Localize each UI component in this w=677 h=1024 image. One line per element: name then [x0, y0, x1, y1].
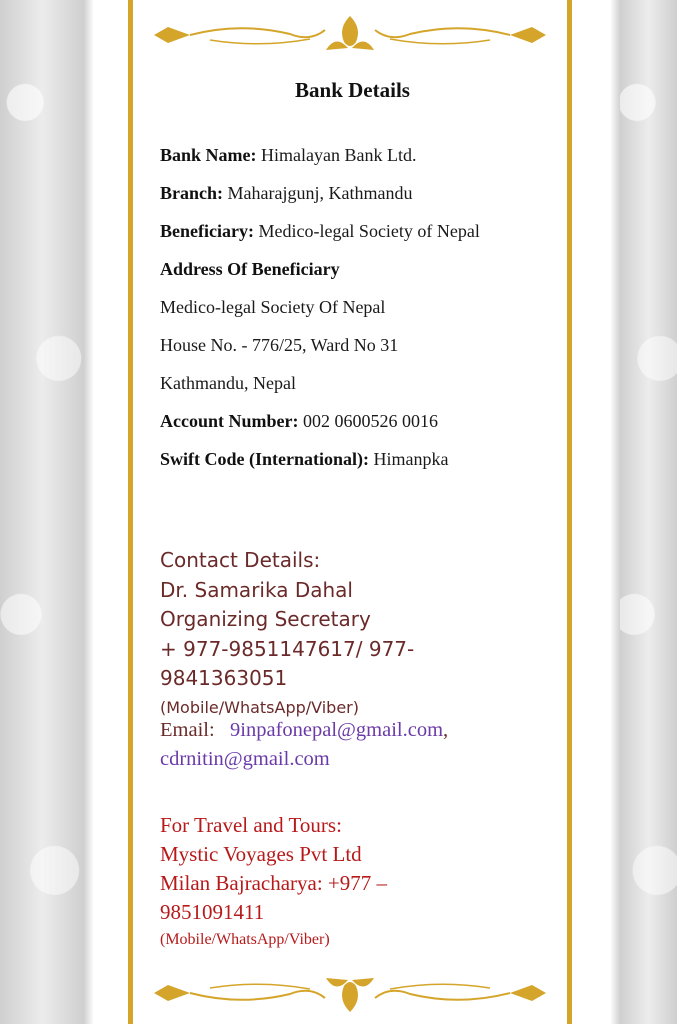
- contact-details-section: [160, 546, 560, 722]
- swift-code-value: Himanpka: [373, 449, 449, 469]
- bank-name-row: [160, 143, 560, 181]
- email-line-2: [160, 745, 560, 774]
- branch-row: [160, 181, 560, 219]
- page-title: Bank Details: [295, 78, 410, 102]
- beneficiary-label: Beneficiary:: [160, 221, 254, 241]
- bottom-ornament-icon: [150, 970, 550, 1016]
- contact-heading: Contact Details:: [160, 548, 321, 572]
- beneficiary-row: [160, 219, 560, 257]
- email-link-2[interactable]: cdrnitin@gmail.com: [160, 748, 330, 770]
- top-ornament-icon: [150, 12, 550, 58]
- bank-name-label: Bank Name:: [160, 145, 257, 165]
- contact-phone-line-2: 9841363051: [160, 666, 288, 690]
- address-line-3: Kathmandu, Nepal: [160, 373, 296, 393]
- travel-company: Mystic Voyages Pvt Ltd: [160, 842, 362, 866]
- right-floral-background: [620, 0, 677, 1024]
- branch-value: Maharajgunj, Kathmandu: [227, 183, 413, 203]
- travel-person-line-2: 9851091411: [160, 900, 265, 924]
- panel-shadow-right: [610, 0, 620, 1024]
- travel-tours-section: [160, 811, 560, 953]
- email-line-1: [160, 716, 560, 745]
- address-label: Address Of Beneficiary: [160, 259, 340, 279]
- email-separator: ,: [443, 719, 449, 741]
- gold-border-right: [567, 0, 572, 1024]
- beneficiary-value: Medico-legal Society of Nepal: [258, 221, 480, 241]
- account-number-value: 002 0600526 0016: [302, 411, 438, 431]
- email-link-1[interactable]: 9inpafonepal@gmail.com: [230, 719, 444, 741]
- swift-code-label: Swift Code (International):: [160, 449, 369, 469]
- bank-name-value: Himalayan Bank Ltd.: [261, 145, 417, 165]
- address-line-1: Medico-legal Society Of Nepal: [160, 297, 386, 317]
- contact-email-section: [160, 716, 560, 774]
- account-number-row: [160, 409, 560, 447]
- gold-border-left: [128, 0, 133, 1024]
- travel-person-line-1: Milan Bajracharya: +977 –: [160, 871, 388, 895]
- contact-role: Organizing Secretary: [160, 607, 371, 631]
- left-floral-background: [0, 0, 84, 1024]
- travel-note: (Mobile/WhatsApp/Viber): [160, 931, 330, 948]
- swift-code-row: [160, 447, 560, 485]
- contact-phone-note: (Mobile/WhatsApp/Viber): [160, 697, 359, 717]
- contact-name: Dr. Samarika Dahal: [160, 577, 353, 602]
- contact-phone-line-1: + 977-9851147617/ 977-: [160, 636, 415, 661]
- bank-details-section: [160, 143, 560, 485]
- address-heading-row: [160, 257, 560, 295]
- account-number-label: Account Number:: [160, 411, 299, 431]
- panel-shadow-left: [84, 0, 94, 1024]
- branch-label: Branch:: [160, 183, 223, 203]
- email-label: Email:: [160, 719, 215, 741]
- address-line-2: House No. - 776/25, Ward No 31: [160, 335, 399, 355]
- travel-heading: For Travel and Tours:: [160, 813, 342, 837]
